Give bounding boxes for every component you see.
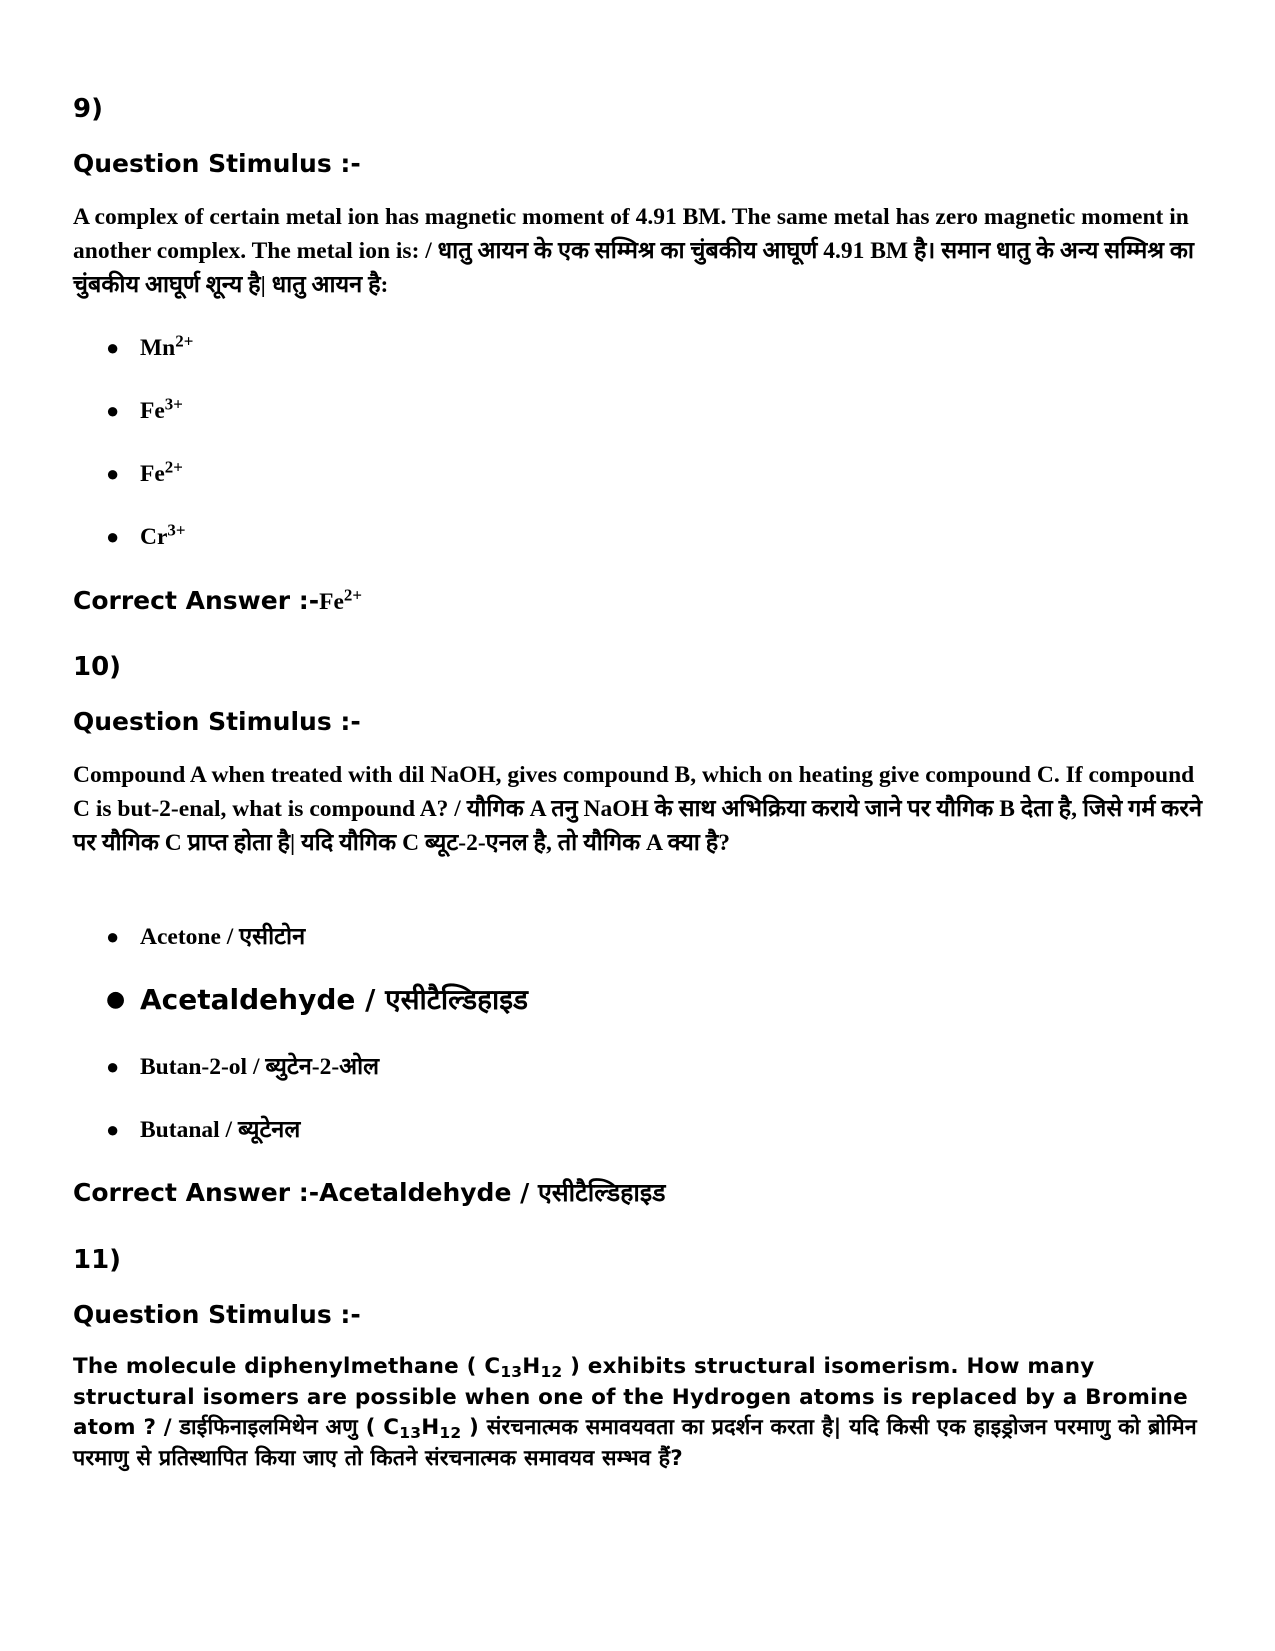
bullet-icon: ●: [106, 398, 120, 423]
option-text: Butanal / ब्यूटेनल: [140, 1117, 301, 1143]
stimulus-part: The molecule diphenylmethane ( C: [73, 1354, 501, 1379]
question-stimulus-label: Question Stimulus :-: [73, 707, 361, 736]
stimulus-part: ) exhibits structural isomerism. How many structural isomers are possible when one of the Hydrogen atoms is replaced by a Bromine atom ? / डाईफिनाइलमिथेन अणु ( C: [73, 1354, 1188, 1440]
correct-answer: [73, 586, 362, 617]
subscript: 12: [439, 1423, 462, 1442]
option-ion: Fe: [140, 461, 165, 487]
option-ion: Mn: [140, 335, 176, 361]
question-stimulus-label: Question Stimulus :-: [73, 1300, 361, 1329]
correct-answer-label: Correct Answer :-: [73, 586, 320, 615]
stimulus-part: H: [421, 1415, 440, 1440]
bullet-icon: ●: [106, 1054, 120, 1079]
option-charge: 2+: [175, 331, 194, 351]
question-number: 9): [73, 94, 103, 124]
subscript: 13: [500, 1362, 523, 1381]
option-text: Acetone / एसीटोन: [140, 924, 306, 950]
question-number: 11): [73, 1245, 122, 1275]
stimulus-part: H: [522, 1354, 541, 1379]
correct-answer: [73, 1178, 666, 1208]
bullet-icon: ●: [106, 335, 120, 360]
correct-answer-ion: Fe: [319, 589, 344, 615]
question-stimulus-text: [73, 1352, 1213, 1474]
subscript: 12: [540, 1362, 563, 1381]
option-text: Butan-2-ol / ब्युटेन-2-ओल: [140, 1054, 380, 1080]
question-stimulus-text: Compound A when treated with dil NaOH, gives compound B, which on heating give compound C. If compound C is but-2-enal, what is compound A? / यौगिक A तनु NaOH के साथ अभिक्रिया कराये जाने पर यौगिक B देता है, जिसे गर्म करने पर यौगिक C प्राप्त होता है| यदि यौगिक C ब्यूट-2-एनल है, तो यौगिक A क्या है?: [73, 762, 1202, 856]
option-ion: Cr: [140, 524, 168, 550]
bullet-icon: ●: [106, 461, 120, 486]
correct-answer-value: Acetaldehyde / एसीटैल्डिहाइड: [319, 1178, 666, 1207]
question-stimulus-label: Question Stimulus :-: [73, 149, 361, 178]
stimulus-part: ) संरचनात्मक समावयवता का प्रदर्शन करता है| यदि किसी एक हाइड्रोजन परमाणु को ब्रोमिन परमाणु से प्रतिस्थापित किया जाए तो कितने संरचनात्मक समावयव सम्भव हैं?: [73, 1415, 1197, 1471]
bullet-icon: ●: [106, 987, 126, 1012]
option-text: Acetaldehyde / एसीटैल्डिहाइड: [140, 983, 528, 1016]
option-charge: 3+: [164, 394, 183, 414]
bullet-icon: ●: [106, 924, 120, 949]
bullet-icon: ●: [106, 1117, 120, 1142]
option-ion: Fe: [140, 398, 165, 424]
correct-answer-label: Correct Answer :-: [73, 1178, 320, 1207]
question-stimulus-text: A complex of certain metal ion has magnetic moment of 4.91 BM. The same metal has zero magnetic moment in another complex. The metal ion is: / धातु आयन के एक सम्मिश्र का चुंबकीय आघूर्ण 4.91 BM है। समान धातु के अन्य सम्मिश्र का चुंबकीय आघूर्ण शून्य है| धातु आयन है:: [73, 204, 1194, 298]
correct-answer-charge: 2+: [343, 585, 362, 605]
question-number: 10): [73, 652, 122, 682]
bullet-icon: ●: [106, 524, 120, 549]
option-charge: 3+: [167, 520, 186, 540]
option-charge: 2+: [164, 457, 183, 477]
subscript: 13: [399, 1423, 422, 1442]
